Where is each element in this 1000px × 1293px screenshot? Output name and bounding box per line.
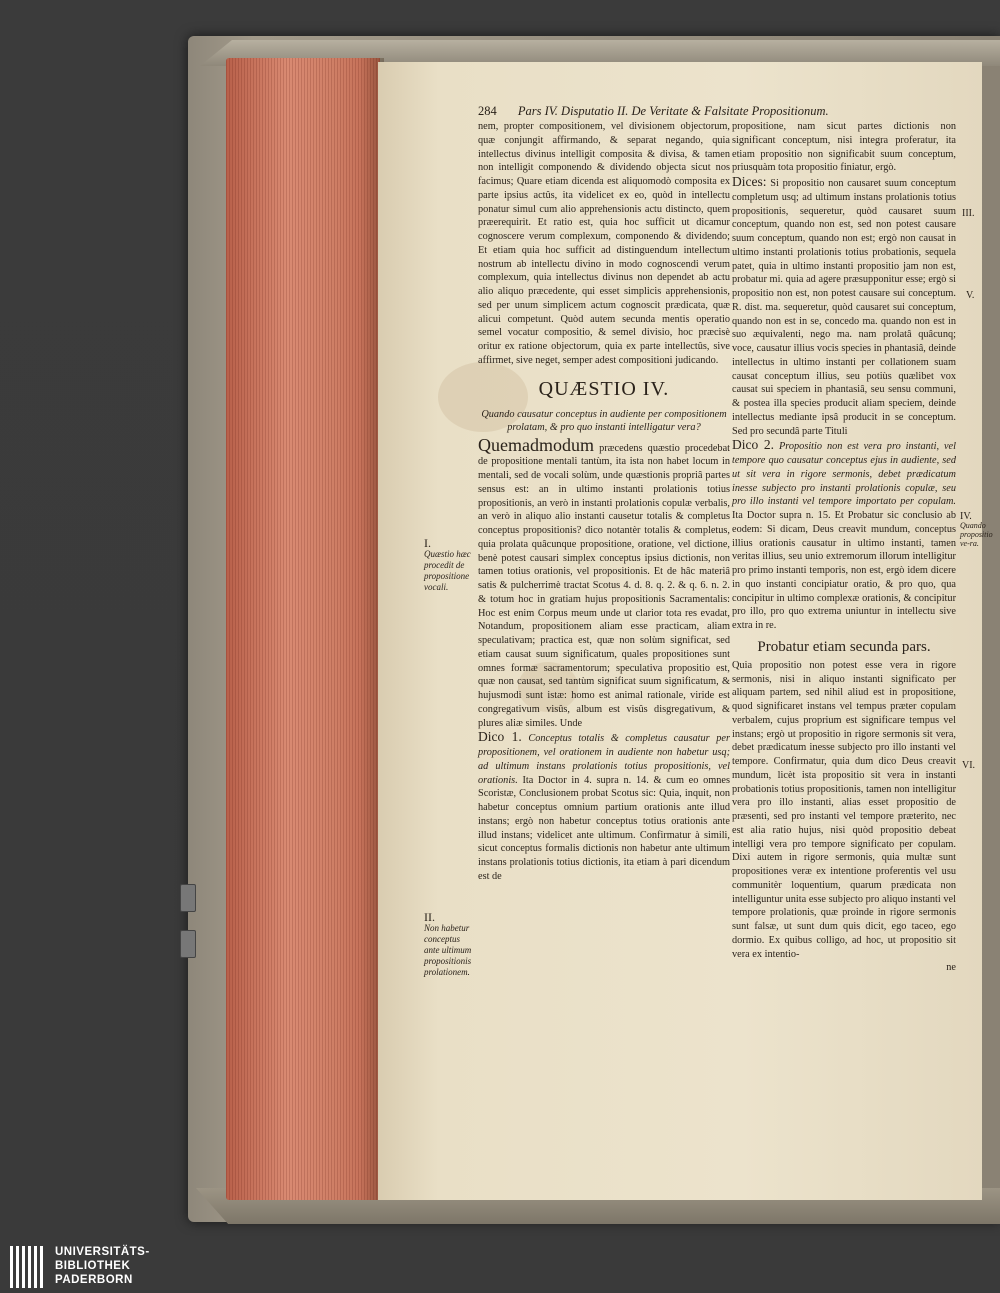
thesis-text: Conceptus totalis & completus causatur per propositionem, vel orationem in audiente non habetur usq; ad ultimum instans prolationis totius propositionis, vel orationis. bbox=[478, 733, 730, 786]
paragraph: nem, propter compositionem, vel divisionem objectorum, quæ conjungit affirmando, & separat negando, quia intellectus divinus intelligit composita & divisa, & tamen non intelligit componendo & dividendo objecta sicut nos facimus; Quare etiam dicenda est aliquomodò composita ex parte ipsius actûs, ita videlicet ex eo, quòd in intellectu ponatur simul cum alio apprehensionis actu distincto, quem præerequirit. Et ratio est, quia hoc sufficit ut dicamur cognoscere verum complexum, componendo & dividendo; Et etiam quia hoc sufficit ad distinguendum intellectum nostrum ab intellectu divino in modo cognoscendi verum complexum, quia intellectus divinus non dependet ab actu alio aliquo præcedente, qui esset simplicis apprehensionis, sed per unum simplicem actum cognoscit prædicata, quæ alicui competunt. Quòd autem secunda mentis operatio semel vocatur compositio, & semel divisio, hoc præcisè oritur ex ratione objectorum, quia ex parte intellectûs, sive affirmet, sive neget, semper adest compositioni judicando. bbox=[478, 121, 730, 366]
left-column bbox=[478, 120, 730, 884]
paragraph bbox=[478, 730, 730, 883]
paragraph-text: Ita Doctor in 4. supra n. 14. & cum eo omnes Scoristæ, Conclusionem probat Scotus sic: Quia, inquit, non habetur conceptus omnium partium orationis ante illud instans; ergò non habetur conceptus totius orationis ante illud instans; videlicet ante ultimum. Confirmatur à simili, sicut conceptus formalis dictionis non habetur ante ultimum instans prolationis totius dictionis, ita etiam à pari dicendum est de bbox=[478, 774, 730, 882]
paragraph-text: Ita Doctor supra n. 15. Et Probatur sic conclusio ab eodem: Si dicam, Deus creavit mundum, conceptus illius orationis causatur in ultimo instanti, tamen veritas illius, seu unio extremorum illorum intelligitur pro primo instanti temporis, non est, ergò idem dicere in quo instanti concipiatur oratio, & pro quo, qua concipitur in ultimo complexæ orationis, & concipitur pro illo, pro quo extrema uniuntur in intellectu sive extra in re. bbox=[732, 510, 956, 631]
page-number: 284 bbox=[478, 104, 497, 118]
dices-label: Dices: bbox=[732, 174, 767, 189]
margin-note bbox=[424, 538, 474, 593]
page-fore-edge bbox=[226, 58, 380, 1200]
paragraph bbox=[732, 438, 956, 633]
paragraph-text: præcedens quæstio procedebat de propositione mentali tantùm, ita ista non habet locum in mentali, sed de vocali solùm, unde quæstionis propriâ partes sensus est: an in ultimo instanti prolationis totius propositionis, an verò in instanti prolationis copulæ verbalis, an verò in aliquo alio instanti causetur totalis & completus conceptus propositionis? dico notantèr totalis & completus, quia prolata quâcunque propositione, oratione, vel dictione, benè potest causari simplex conceptus ipsius dictionis, non tamen totius orationis, vel propositionis. Et de hâc materiâ satis & pulcherrimè tractat Scotus 4. d. 8. q. 2. & q. 6. n. 2. & totum hoc in gratiam hujus propositionis Sacramentalis: Hoc est enim Corpus meum unde ut clarior tota res evadat, Notandum, propositionem aliam esse practicam, aliam speculativam; practica est, quæ non solùm significat, sed etiam causat suum significatum, quales propositiones sunt omnes formæ sacramentorum; speculativa propositio est, quæ non causat, sed tantùm significat suum significatum, & hujusmodi sunt istæ: homo est animal rationale, viride est congregativum visûs, album est visûs disgregativum, & plures aliæ similes. Unde bbox=[478, 442, 730, 729]
right-column bbox=[732, 120, 956, 975]
margin-note bbox=[424, 912, 474, 978]
library-name-line: PADERBORN bbox=[55, 1274, 133, 1286]
initial-word: Quemadmodum bbox=[478, 434, 594, 455]
library-name-line: BIBLIOTHEK bbox=[55, 1260, 131, 1272]
clasp-icon bbox=[180, 930, 196, 958]
thesis-text: Propositio non est vera pro instanti, vel tempore quo causatur conceptus ejus in audiente, sed ut sit vera in rigore sermonis, debet prædicatum inesse subjecto pro instanti prolationis copulæ, seu pro illo instanti vel tempore importato per copulam. bbox=[732, 441, 956, 508]
dico-label: Dico 2. bbox=[732, 437, 775, 453]
section-heading: Probatur etiam secunda pars. bbox=[757, 638, 931, 655]
margin-note-text: Quando propositio ve-ra. bbox=[960, 521, 993, 548]
margin-number: V. bbox=[966, 290, 975, 301]
dico-label: Dico 1. bbox=[478, 729, 522, 745]
margin-note-number: II. bbox=[424, 910, 435, 924]
library-name bbox=[55, 1245, 150, 1287]
paragraph: propositione, nam sicut partes dictionis non significant conceptum, nisi integra proferatur, ita etiam propositio non significabit suum conceptum, priusquàm tota propositio finiatur, ergò. bbox=[732, 121, 956, 174]
book-page bbox=[378, 62, 993, 1200]
margin-note-number: IV. bbox=[960, 511, 972, 522]
paragraph: Quia propositio non potest esse vera in rigore sermonis, nisi in aliquo instanti significato per aliquam partem, sed nihil aliud est in propositione, quod significaret instans vel tempus præter copulam verbalem, cujus proprium est significare tempus vel instans; ergò ut propositio in rigore sermonis sit vera, debet prædicatum inesse subjecto pro illo instanti vel tempore. Confirmatur, quia dum dico Deus creavit mundum, licèt ista propositio sit vera in instanti probationis totius propositionis, tamen non intelligitur vera pro illo instanti, alias esset propositio de præsenti, sed pro instanti vel tempore præterito, nec est alia ratio hujus, nisi quòd propositio debeat intelligi vera pro tempore significato per copulam. Dixi autem in rigore sermonis, quia multæ sunt propositiones veræ ex intentione proferentis vel usu communitèr loquentium, quarum prædicata non intelliguntur unita esse subjecto pro aliquo instanti vel tempore prolationis, quæ proinde in rigore sermonis sunt falsæ, ut sunt dum quis dicit, ego taceo, ego dormio. Ex quibus colligo, ad hoc, ut propositio sit vera ex intentio- bbox=[732, 659, 956, 960]
library-logo-icon bbox=[10, 1246, 46, 1288]
running-title: Pars IV. Disputatio II. De Veritate & Falsitate Propositionum. bbox=[517, 104, 829, 118]
margin-note-text: Non habetur conceptus ante ultimum propositionis prolationem. bbox=[424, 923, 472, 977]
library-footer bbox=[0, 1242, 1000, 1293]
margin-number: III. bbox=[962, 208, 975, 219]
clasp-icon bbox=[180, 884, 196, 912]
paragraph bbox=[732, 175, 956, 438]
margin-note bbox=[960, 511, 993, 548]
margin-number: VI. bbox=[962, 760, 976, 771]
margin-note-number: I. bbox=[424, 536, 431, 550]
question-subtitle: Quando causatur conceptus in audiente per compositionem prolatam, & pro quo instanti intelligatur vera? bbox=[481, 408, 727, 433]
paragraph-text: Si propositio non causaret suum conceptum completum usq; ad ultimum instans prolationis totius propositionis, sequeretur, quòd causaret suum conceptum, quando non est, sed non potest causare suum conceptum, quando non est; ergò non causat in ultimo instanti prolationis totius probationis, sequela patet, quia in ultimo instanti propositio jam non est, probatur mi. quia ad agere præsupponitur esse; ergò si propositio non est, non potest causare sui conceptum. R. dist. ma. sequeretur, quòd causaret sui conceptum, quando non est in se, concedo ma. quando non est in suo æquivalenti, nego ma. nam prolatâ quâcunq; voce, causatur illius vocis species in phantasiâ, deinde intellectus in ultimo instanti per collationem suam causat conceptum illius, seu potiùs quælibet vox causat sui speciem in phantasiâ, seu sensu communi, & postea illa species producit aliam speciem, deinde intellectus mediante ipsâ producit in se conceptum. Sed pro secundâ parte Tituli bbox=[732, 178, 956, 437]
margin-note-text: Quæstio hæc procedit de propositione vocali. bbox=[424, 549, 471, 592]
library-name-line: UNIVERSITÄTS- bbox=[55, 1246, 150, 1258]
catchword: ne bbox=[946, 962, 956, 974]
running-head bbox=[478, 104, 978, 119]
question-heading: QUÆSTIO IV. bbox=[538, 377, 670, 400]
paragraph bbox=[478, 434, 730, 731]
